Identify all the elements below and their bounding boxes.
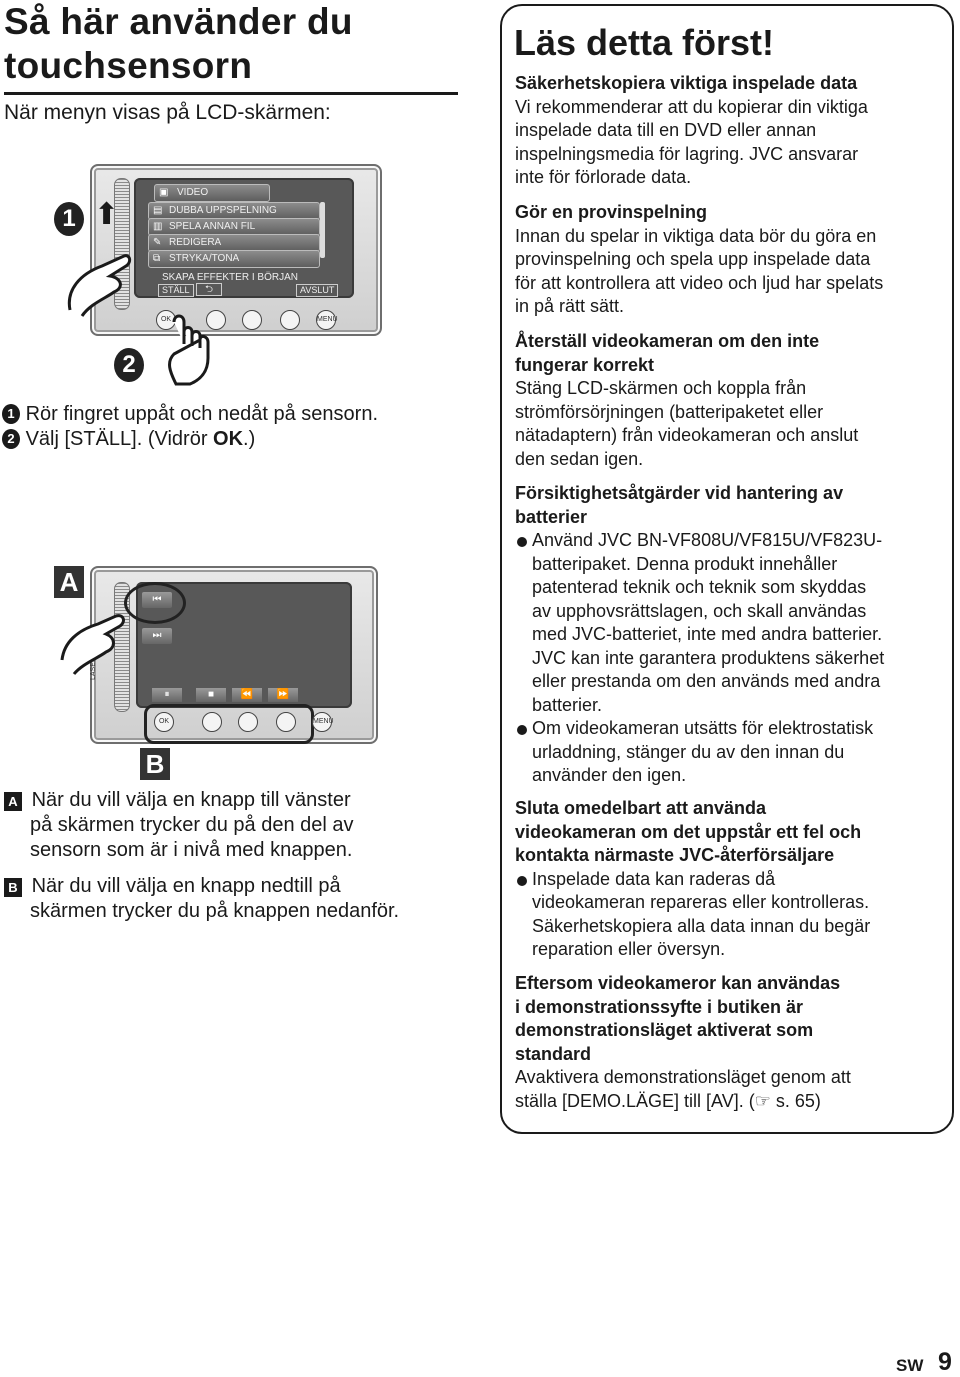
section-backup-heading: Säkerhetskopiera viktiga inspelade data bbox=[515, 73, 858, 93]
page-title bbox=[4, 0, 464, 88]
section-reset-line: Stäng LCD-skärmen och koppla från bbox=[515, 378, 807, 398]
camera-button-2-1 bbox=[202, 712, 222, 732]
section-test-line: in på rätt sätt. bbox=[515, 296, 625, 316]
scrollbar bbox=[320, 202, 325, 258]
page-title-line1: Så här använder du bbox=[4, 1, 353, 42]
fast-forward-button: ⏩ bbox=[268, 688, 298, 702]
bullet-item: Inspelade data kan raderas då videokameran repareras eller kontrolleras. Säkerhetskopiera alla data innan du begär reparation eller översyn. bbox=[515, 868, 940, 962]
section-reset-line: den sedan igen. bbox=[515, 448, 644, 469]
marker-b: B bbox=[140, 748, 170, 780]
menu-item-effects: SKAPA EFFEKTER I BÖRJAN bbox=[162, 272, 298, 283]
section-reset-heading: Återställ videokameran om den inte bbox=[515, 331, 820, 351]
menu-item-video: ▣ VIDEO bbox=[154, 184, 270, 202]
menu-button-2: MENU bbox=[312, 712, 332, 732]
section-backup-line: inspelningsmedia för lagring. JVC ansvarar bbox=[515, 143, 859, 164]
section-demo-line-2: ställa [DEMO.LÄGE] till [AV]. (☞ s. 65) bbox=[515, 1090, 821, 1111]
caption-a-line1: När du vill välja en knapp till vänster bbox=[31, 789, 351, 811]
caption-b bbox=[4, 874, 341, 899]
finger-swipe-icon bbox=[62, 232, 132, 322]
menu-item-stryka: ⧉ STRYKA/TONA bbox=[148, 250, 320, 268]
play-file-icon: ▥ bbox=[153, 221, 163, 232]
caption-a-badge: A bbox=[4, 792, 22, 811]
section-demo-line: Avaktivera demonstrationsläget genom att bbox=[515, 1067, 851, 1087]
title-divider bbox=[4, 92, 458, 95]
section-stop-heading-2: videokameran om det uppstår ett fel och bbox=[515, 821, 862, 842]
camera-button-3 bbox=[280, 310, 300, 330]
ok-button-2: OK bbox=[154, 712, 174, 732]
menu-button: MENU bbox=[316, 310, 336, 330]
highlight-ellipse bbox=[124, 582, 186, 624]
step2-caption bbox=[2, 427, 255, 452]
section-demo-heading-2: i demonstrationssyfte i butiken är bbox=[515, 996, 804, 1017]
section-test-heading: Gör en provinspelning bbox=[515, 202, 708, 222]
wrench-icon: ✎ bbox=[153, 237, 162, 248]
step2-ok: OK bbox=[213, 428, 244, 450]
section-reset-line: nätadaptern) från videokameran och anslut bbox=[515, 425, 859, 445]
camera-button-2 bbox=[242, 310, 262, 330]
section-demo-heading-4: standard bbox=[515, 1043, 592, 1064]
section-reset bbox=[515, 330, 940, 471]
camera-button-2-2 bbox=[238, 712, 258, 732]
fade-icon: ⧉ bbox=[153, 253, 161, 264]
bullet-item: Använd JVC BN-VF808U/VF815U/VF823U- batteripaket. Denna produkt innehåller patenterad teknik och teknik som skyddas av upphovsrättslagen, och skall användas med JVC-batteriet, inte med andra batterier. JVC kan inte garantera produktens säkerhet eller prestanda om den används med andra batterier. bbox=[515, 529, 940, 717]
caption-b-line1: När du vill välja en knapp nedtill på bbox=[31, 875, 341, 897]
page-subtitle: När menyn visas på LCD-skärmen: bbox=[4, 101, 331, 124]
footer-language: SW bbox=[896, 1356, 924, 1375]
caption-b-badge: B bbox=[4, 878, 22, 897]
ok-button: OK bbox=[156, 310, 176, 330]
skip-forward-button: ⏭ bbox=[142, 628, 172, 644]
section-backup-line: Vi rekommenderar att du kopierar din viktiga bbox=[515, 96, 868, 117]
page-title-line2: touchsensorn bbox=[4, 45, 253, 86]
menu-item-spela: ▥ SPELA ANNAN FIL bbox=[148, 218, 320, 236]
bullet-item: Om videokameran utsätts för elektrostatisk urladdning, stänger du av den innan du använder den igen. bbox=[515, 717, 940, 788]
section-batteries-heading: Försiktighetsåtgärder vid hantering av bbox=[515, 483, 844, 503]
caption-a bbox=[4, 788, 351, 813]
video-icon: ▣ bbox=[159, 187, 169, 198]
page-number: 9 bbox=[938, 1348, 952, 1376]
lcd-screen bbox=[134, 178, 354, 298]
section-batteries-heading-2: batterier bbox=[515, 506, 588, 527]
section-reset-line: strömförsörjningen (batteripaketet eller bbox=[515, 401, 824, 422]
step1-badge: 1 bbox=[2, 404, 20, 424]
camera-menu-illustration bbox=[50, 160, 390, 395]
dub-icon: ▤ bbox=[153, 205, 163, 216]
caption-a-line2: på skärmen trycker du på den del av bbox=[30, 814, 354, 836]
section-test-line: Innan du spelar in viktiga data bör du göra en bbox=[515, 225, 877, 246]
section-stop-heading-3: kontakta närmaste JVC-återförsäljare bbox=[515, 845, 835, 865]
step1-marker: 1 bbox=[54, 202, 84, 236]
up-arrow-icon: ⬆ bbox=[94, 198, 120, 231]
finger-press-icon bbox=[58, 596, 128, 676]
step2-marker: 2 bbox=[114, 348, 144, 382]
menu-item-dubba: ▤ DUBBA UPPSPELNING bbox=[148, 202, 320, 220]
step2-text-a: Välj [STÄLL]. (Vidrör bbox=[25, 428, 214, 450]
pause-button: ⏸ bbox=[152, 688, 182, 702]
section-stop-heading: Sluta omedelbart att använda bbox=[515, 798, 767, 818]
section-backup bbox=[515, 72, 940, 190]
section-test-line: provinspelning och spela upp inspelade data bbox=[515, 249, 871, 269]
return-icon: ⮌ bbox=[196, 283, 222, 296]
section-reset-heading-2: fungerar korrekt bbox=[515, 354, 655, 375]
caption-b-line2: skärmen trycker du på knappen nedanför. bbox=[30, 900, 400, 922]
page-reference-icon: ☞ bbox=[754, 1090, 771, 1111]
skip-back-button: ⏮ bbox=[142, 592, 172, 608]
step1-text: Rör fingret uppåt och nedåt på sensorn. bbox=[25, 403, 379, 425]
stall-label: STÄLL bbox=[158, 284, 194, 297]
menu-item-redigera: ✎ REDIGERA bbox=[148, 234, 320, 252]
section-demo-heading-3: demonstrationsläget aktiverat som bbox=[515, 1020, 814, 1040]
section-demo-heading: Eftersom videokameror kan användas bbox=[515, 973, 841, 993]
step1-caption bbox=[2, 402, 378, 427]
section-stop-use bbox=[515, 797, 940, 962]
section-batteries bbox=[515, 482, 940, 788]
finger-tap-icon bbox=[160, 310, 220, 390]
caption-a-line3: sensorn som är i nivå med knappen. bbox=[30, 839, 353, 861]
step2-badge: 2 bbox=[2, 429, 20, 449]
step2-text-b: .) bbox=[243, 428, 256, 450]
avslut-label: AVSLUT bbox=[296, 284, 338, 297]
section-demo bbox=[515, 972, 940, 1113]
section-backup-line: inte för förlorade data. bbox=[515, 167, 692, 187]
info-box-heading: Läs detta först! bbox=[514, 22, 775, 63]
marker-a: A bbox=[54, 566, 84, 598]
section-test-line: för att kontrollera att video och ljud har spelats bbox=[515, 272, 884, 293]
section-backup-line: inspelade data till en DVD eller annan bbox=[515, 120, 817, 140]
camera-playback-illustration bbox=[50, 560, 390, 790]
camera-button-2-3 bbox=[276, 712, 296, 732]
section-test-recording bbox=[515, 201, 940, 319]
stop-button: ■ bbox=[196, 688, 226, 702]
rewind-button: ⏪ bbox=[232, 688, 262, 702]
